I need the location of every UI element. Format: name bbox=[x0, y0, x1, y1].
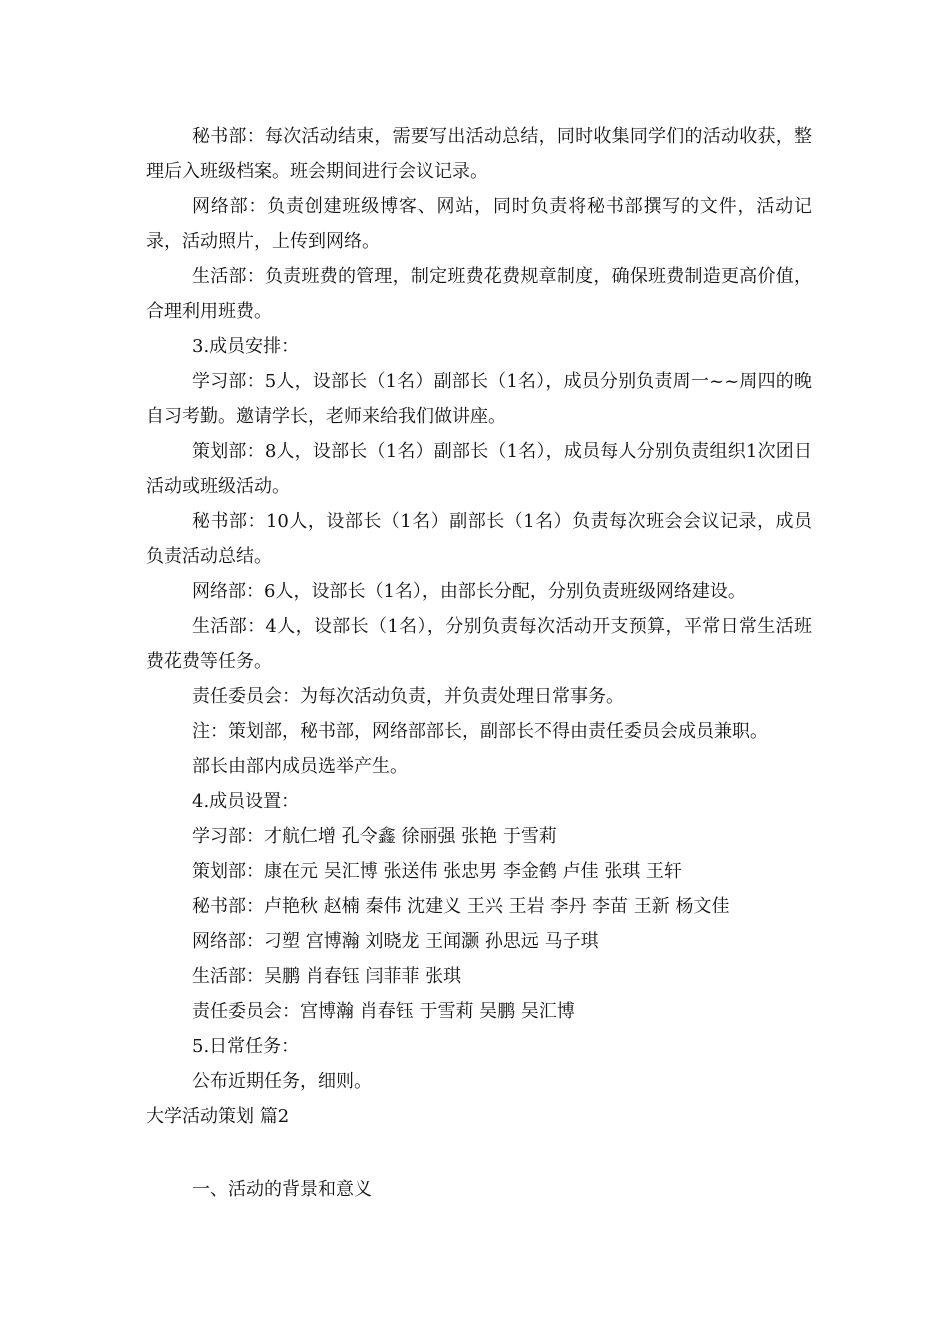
section-title: 大学活动策划 篇2 bbox=[146, 1106, 290, 1127]
paragraph-secretary-arrangement: 秘书部：10人，设部长（1名）副部长（1名）负责每次班会会议记录，成员负责活动总结。 bbox=[146, 511, 812, 567]
heading-background: 一、活动的背景和意义 bbox=[192, 1179, 372, 1200]
members-study: 学习部：才航仁增 孔令鑫 徐丽强 张艳 于雪莉 bbox=[192, 826, 557, 847]
paragraph-study-arrangement: 学习部：5人，设部长（1名）副部长（1名），成员分别负责周一~~周四的晚自习考勤。邀请学长，老师来给我们做讲座。 bbox=[146, 371, 812, 427]
members-secretary: 秘书部：卢艳秋 赵楠 秦伟 沈建义 王兴 王岩 李丹 李苗 王新 杨文佳 bbox=[192, 896, 730, 917]
paragraph-election: 部长由部内成员选举产生。 bbox=[192, 756, 408, 777]
members-life: 生活部：吴鹏 肖春钰 闫菲菲 张琪 bbox=[192, 966, 462, 987]
members-planning: 策划部：康在元 吴汇博 张送伟 张忠男 李金鹤 卢佳 张琪 王轩 bbox=[192, 861, 683, 882]
paragraph-daily-tasks: 公布近期任务，细则。 bbox=[192, 1071, 372, 1092]
paragraph-note: 注：策划部，秘书部，网络部部长，副部长不得由责任委员会成员兼职。 bbox=[192, 721, 768, 742]
paragraph-secretary-duty: 秘书部：每次活动结束，需要写出活动总结，同时收集同学们的活动收获，整理后入班级档案。班会期间进行会议记录。 bbox=[146, 126, 812, 182]
heading-daily-tasks: 5.日常任务： bbox=[192, 1036, 300, 1057]
paragraph-life-arrangement: 生活部：4人，设部长（1名），分别负责每次活动开支预算，平常日常生活班费花费等任务。 bbox=[146, 616, 812, 672]
document-body bbox=[146, 119, 812, 1207]
members-committee: 责任委员会：宫博瀚 肖春钰 于雪莉 吴鹏 吴汇博 bbox=[192, 1001, 575, 1022]
paragraph-network-duty: 网络部：负责创建班级博客、网站，同时负责将秘书部撰写的文件，活动记录，活动照片，上传到网络。 bbox=[146, 196, 812, 252]
paragraph-planning-arrangement: 策划部：8人，设部长（1名）副部长（1名），成员每人分别负责组织1次团日活动或班级活动。 bbox=[146, 441, 812, 497]
paragraph-committee: 责任委员会：为每次活动负责，并负责处理日常事务。 bbox=[192, 686, 624, 707]
heading-member-arrangement: 3.成员安排： bbox=[192, 336, 300, 357]
members-network: 网络部：刁塑 宫博瀚 刘晓龙 王闻灏 孙思远 马子琪 bbox=[192, 931, 599, 952]
section-gap bbox=[146, 1134, 812, 1172]
paragraph-life-duty: 生活部：负责班费的管理，制定班费花费规章制度，确保班费制造更高价值，合理利用班费。 bbox=[146, 266, 812, 322]
paragraph-network-arrangement: 网络部：6人，设部长（1名），由部长分配，分别负责班级网络建设。 bbox=[192, 581, 746, 602]
heading-member-setup: 4.成员设置： bbox=[192, 791, 300, 812]
